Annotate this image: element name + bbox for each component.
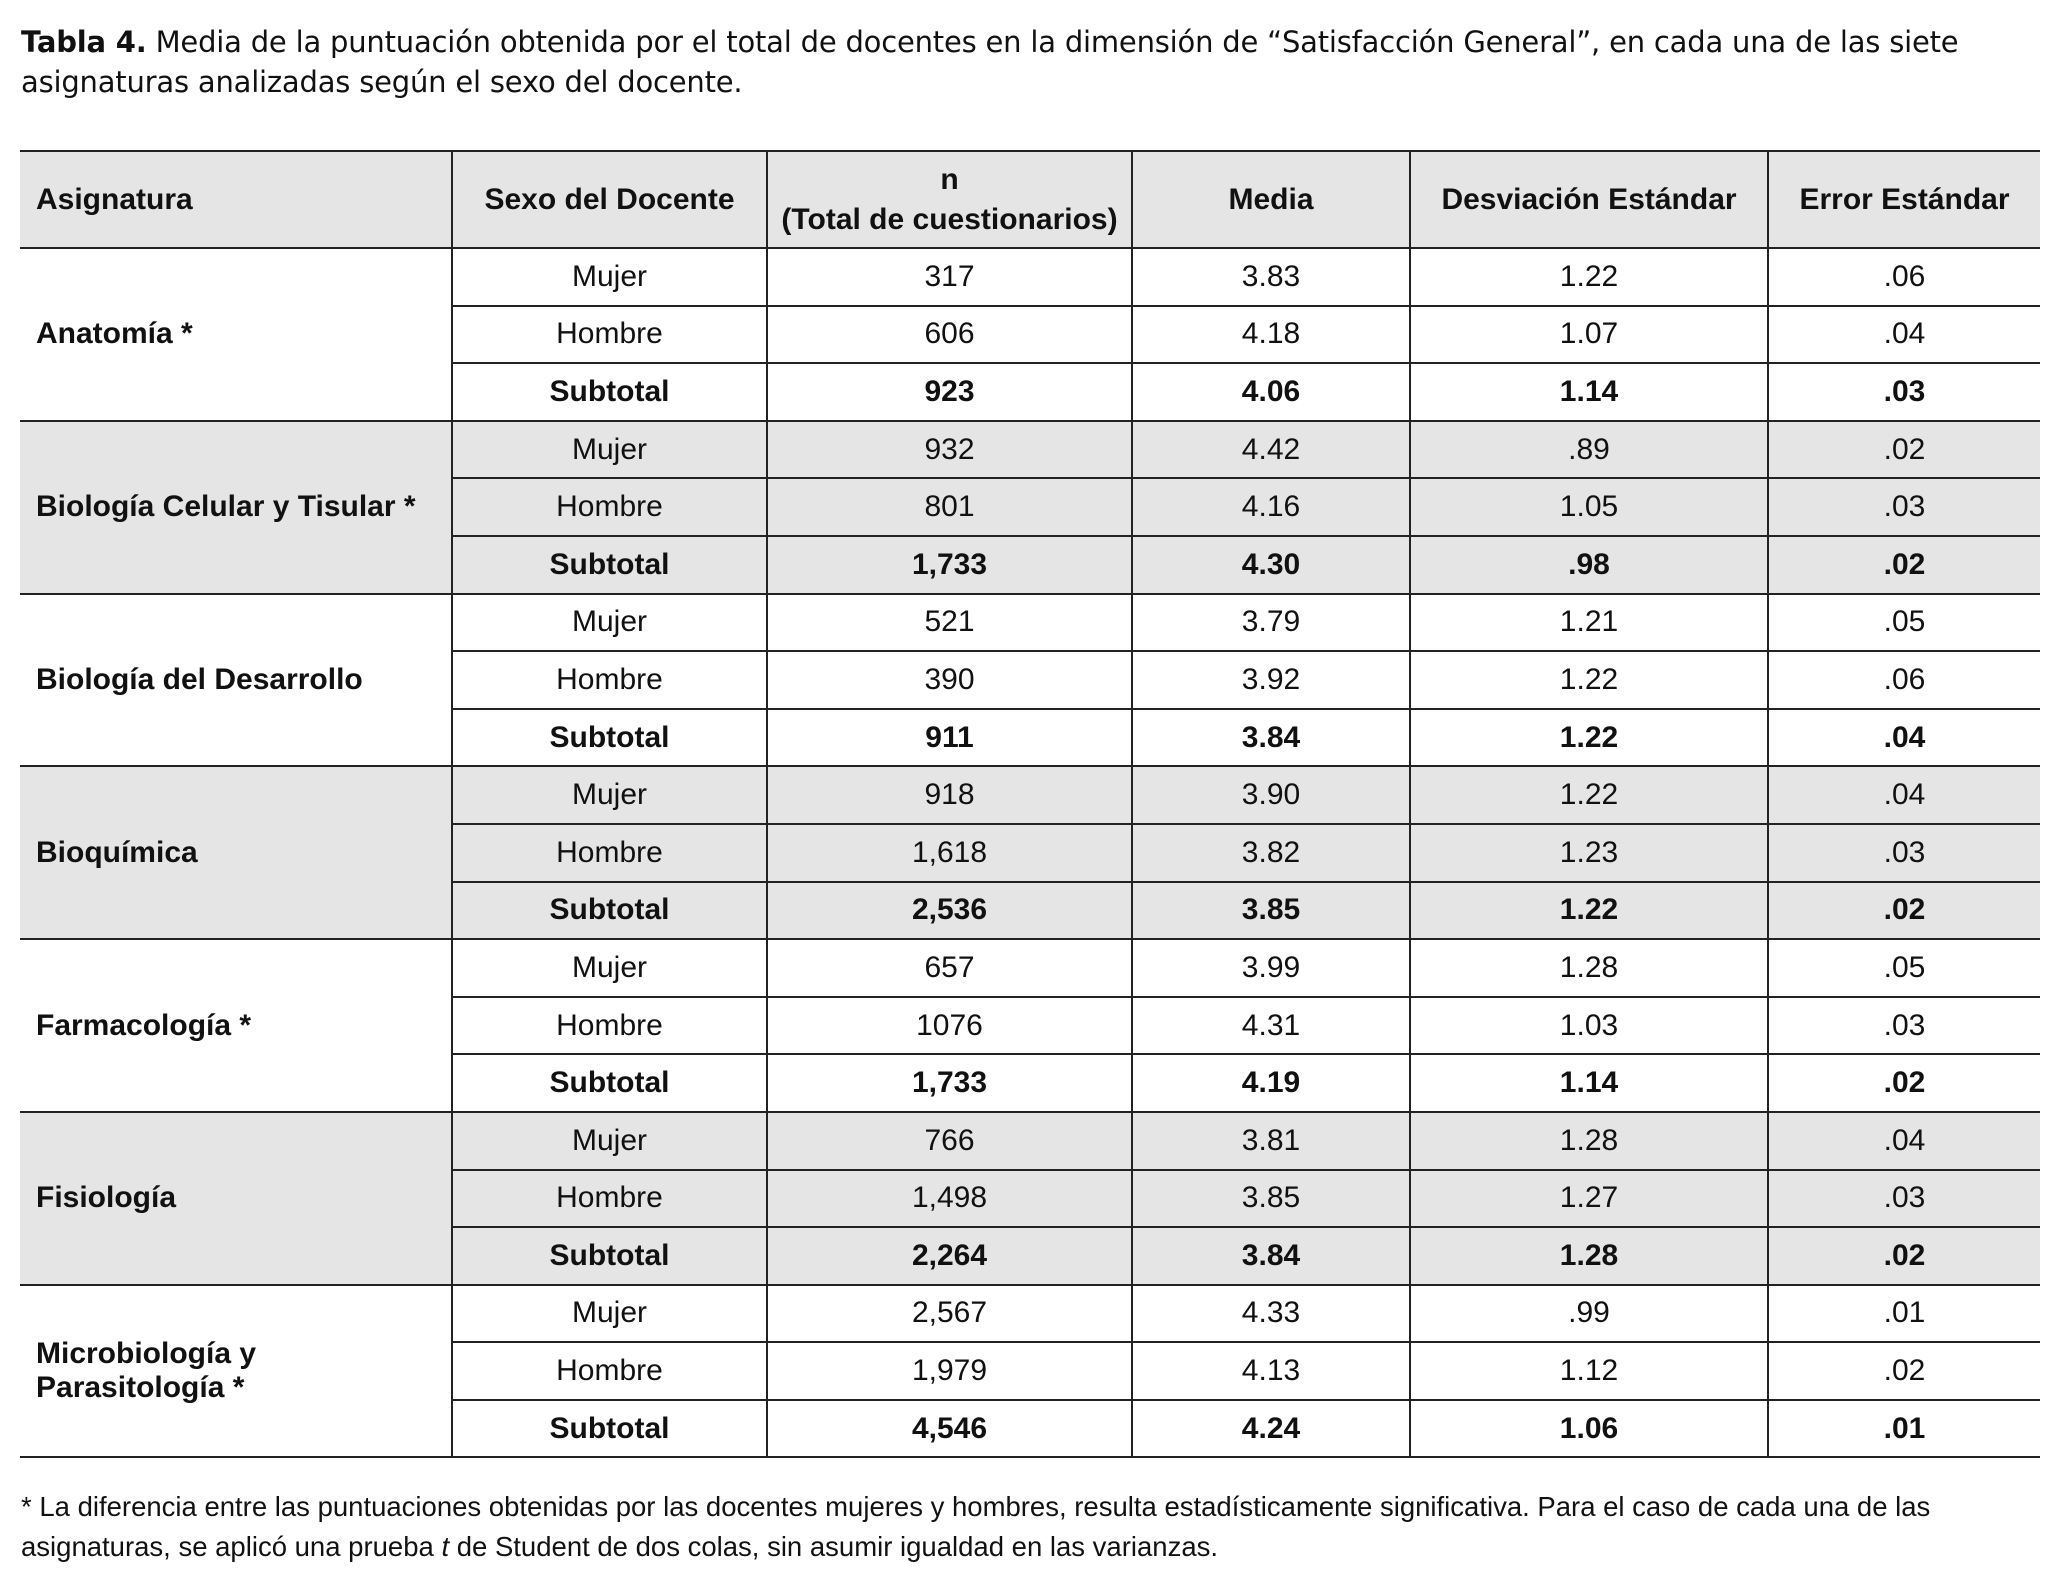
mean-cell: 4.33 [1132, 1285, 1410, 1343]
se-cell: .03 [1768, 997, 2040, 1055]
se-cell: .02 [1768, 1227, 2040, 1285]
header-se: Error Estándar [1768, 151, 2040, 248]
header-row [20, 151, 2040, 248]
sex-cell: Subtotal [452, 709, 767, 767]
sd-cell: 1.27 [1410, 1170, 1768, 1228]
se-cell: .06 [1768, 248, 2040, 306]
mean-cell: 4.30 [1132, 536, 1410, 594]
sd-cell: 1.28 [1410, 1227, 1768, 1285]
sex-cell: Mujer [452, 421, 767, 479]
n-cell: 1,733 [767, 536, 1132, 594]
sex-cell: Hombre [452, 1170, 767, 1228]
n-cell: 911 [767, 709, 1132, 767]
mean-cell: 3.79 [1132, 594, 1410, 652]
se-cell: .05 [1768, 939, 2040, 997]
mean-cell: 4.13 [1132, 1342, 1410, 1400]
table-row [20, 1112, 2040, 1170]
n-cell: 2,264 [767, 1227, 1132, 1285]
sd-cell: 1.22 [1410, 248, 1768, 306]
se-cell: .06 [1768, 651, 2040, 709]
table-caption [21, 22, 2041, 102]
sd-cell: 1.28 [1410, 1112, 1768, 1170]
sex-cell: Mujer [452, 939, 767, 997]
sd-cell: .99 [1410, 1285, 1768, 1343]
sd-cell: .89 [1410, 421, 1768, 479]
n-cell: 4,546 [767, 1400, 1132, 1458]
mean-cell: 4.16 [1132, 478, 1410, 536]
mean-cell: 3.92 [1132, 651, 1410, 709]
table-row [20, 939, 2040, 997]
table-row [20, 248, 2040, 306]
sex-cell: Hombre [452, 306, 767, 364]
n-cell: 657 [767, 939, 1132, 997]
subject-cell: Fisiología [20, 1112, 452, 1285]
mean-cell: 4.24 [1132, 1400, 1410, 1458]
sex-cell: Hombre [452, 997, 767, 1055]
subject-cell: Anatomía * [20, 248, 452, 421]
se-cell: .03 [1768, 1170, 2040, 1228]
se-cell: .03 [1768, 824, 2040, 882]
header-n-line2: (Total de cuestionarios) [781, 202, 1118, 236]
table-row [20, 1285, 2040, 1343]
caption-text: Media de la puntuación obtenida por el total de docentes en la dimensión de “Satisfacción General”, en cada una de las siete asignaturas analizadas según el sexo del docente. [21, 25, 1959, 99]
sex-cell: Subtotal [452, 1054, 767, 1112]
header-n-line1: n [940, 162, 959, 196]
sex-cell: Subtotal [452, 1227, 767, 1285]
mean-cell: 3.82 [1132, 824, 1410, 882]
n-cell: 1,979 [767, 1342, 1132, 1400]
table-footnote [21, 1487, 2041, 1567]
header-sd: Desviación Estándar [1410, 151, 1768, 248]
n-cell: 2,536 [767, 882, 1132, 940]
n-cell: 766 [767, 1112, 1132, 1170]
sd-cell: 1.12 [1410, 1342, 1768, 1400]
subject-cell: Microbiología y Parasitología * [20, 1285, 452, 1458]
n-cell: 1,618 [767, 824, 1132, 882]
sd-cell: .98 [1410, 536, 1768, 594]
header-n [767, 151, 1132, 248]
sd-cell: 1.22 [1410, 882, 1768, 940]
subject-group [20, 594, 2040, 767]
sd-cell: 1.06 [1410, 1400, 1768, 1458]
sd-cell: 1.14 [1410, 363, 1768, 421]
subject-cell: Farmacología * [20, 939, 452, 1112]
se-cell: .04 [1768, 766, 2040, 824]
sex-cell: Hombre [452, 824, 767, 882]
mean-cell: 3.85 [1132, 1170, 1410, 1228]
se-cell: .02 [1768, 536, 2040, 594]
sex-cell: Subtotal [452, 882, 767, 940]
se-cell: .02 [1768, 421, 2040, 479]
caption-label: Tabla 4. [21, 25, 147, 59]
sd-cell: 1.23 [1410, 824, 1768, 882]
sex-cell: Subtotal [452, 536, 767, 594]
mean-cell: 3.84 [1132, 709, 1410, 767]
sex-cell: Mujer [452, 1285, 767, 1343]
mean-cell: 4.06 [1132, 363, 1410, 421]
subject-group [20, 248, 2040, 421]
subject-group [20, 766, 2040, 939]
n-cell: 606 [767, 306, 1132, 364]
subject-group [20, 939, 2040, 1112]
sd-cell: 1.05 [1410, 478, 1768, 536]
mean-cell: 3.85 [1132, 882, 1410, 940]
mean-cell: 3.83 [1132, 248, 1410, 306]
n-cell: 521 [767, 594, 1132, 652]
n-cell: 317 [767, 248, 1132, 306]
sex-cell: Hombre [452, 651, 767, 709]
sd-cell: 1.22 [1410, 766, 1768, 824]
se-cell: .03 [1768, 363, 2040, 421]
mean-cell: 4.18 [1132, 306, 1410, 364]
n-cell: 390 [767, 651, 1132, 709]
sex-cell: Hombre [452, 1342, 767, 1400]
se-cell: .02 [1768, 882, 2040, 940]
n-cell: 932 [767, 421, 1132, 479]
se-cell: .05 [1768, 594, 2040, 652]
n-cell: 1,733 [767, 1054, 1132, 1112]
n-cell: 1076 [767, 997, 1132, 1055]
results-table [20, 150, 2040, 1458]
subject-cell: Biología Celular y Tisular * [20, 421, 452, 594]
sex-cell: Mujer [452, 1112, 767, 1170]
n-cell: 918 [767, 766, 1132, 824]
mean-cell: 4.31 [1132, 997, 1410, 1055]
mean-cell: 3.99 [1132, 939, 1410, 997]
subject-group [20, 1285, 2040, 1458]
se-cell: .01 [1768, 1285, 2040, 1343]
subject-group [20, 1112, 2040, 1285]
sd-cell: 1.21 [1410, 594, 1768, 652]
footnote-italic-t: t [441, 1531, 450, 1562]
sd-cell: 1.22 [1410, 709, 1768, 767]
sd-cell: 1.03 [1410, 997, 1768, 1055]
se-cell: .04 [1768, 306, 2040, 364]
sd-cell: 1.07 [1410, 306, 1768, 364]
sex-cell: Mujer [452, 766, 767, 824]
sex-cell: Mujer [452, 248, 767, 306]
se-cell: .01 [1768, 1400, 2040, 1458]
header-sex: Sexo del Docente [452, 151, 767, 248]
se-cell: .02 [1768, 1342, 2040, 1400]
se-cell: .03 [1768, 478, 2040, 536]
mean-cell: 3.81 [1132, 1112, 1410, 1170]
sd-cell: 1.22 [1410, 651, 1768, 709]
footnote-text-after: de Student de dos colas, sin asumir igualdad en las varianzas. [449, 1531, 1219, 1562]
sex-cell: Hombre [452, 478, 767, 536]
mean-cell: 3.90 [1132, 766, 1410, 824]
sex-cell: Mujer [452, 594, 767, 652]
n-cell: 2,567 [767, 1285, 1132, 1343]
table-header [20, 151, 2040, 248]
table-row [20, 421, 2040, 479]
mean-cell: 4.42 [1132, 421, 1410, 479]
subject-group [20, 421, 2040, 594]
subject-cell: Bioquímica [20, 766, 452, 939]
subject-cell: Biología del Desarrollo [20, 594, 452, 767]
header-mean: Media [1132, 151, 1410, 248]
sex-cell: Subtotal [452, 363, 767, 421]
mean-cell: 3.84 [1132, 1227, 1410, 1285]
header-subject: Asignatura [20, 151, 452, 248]
sd-cell: 1.14 [1410, 1054, 1768, 1112]
sex-cell: Subtotal [452, 1400, 767, 1458]
mean-cell: 4.19 [1132, 1054, 1410, 1112]
table-row [20, 594, 2040, 652]
n-cell: 801 [767, 478, 1132, 536]
se-cell: .02 [1768, 1054, 2040, 1112]
sd-cell: 1.28 [1410, 939, 1768, 997]
se-cell: .04 [1768, 709, 2040, 767]
footnote-text-before: * La diferencia entre las puntuaciones obtenidas por las docentes mujeres y hombres, resulta estadísticamente significativa. Para el caso de cada una de las asignaturas, se aplicó una prueba [21, 1491, 1931, 1562]
n-cell: 923 [767, 363, 1132, 421]
n-cell: 1,498 [767, 1170, 1132, 1228]
table-row [20, 766, 2040, 824]
se-cell: .04 [1768, 1112, 2040, 1170]
